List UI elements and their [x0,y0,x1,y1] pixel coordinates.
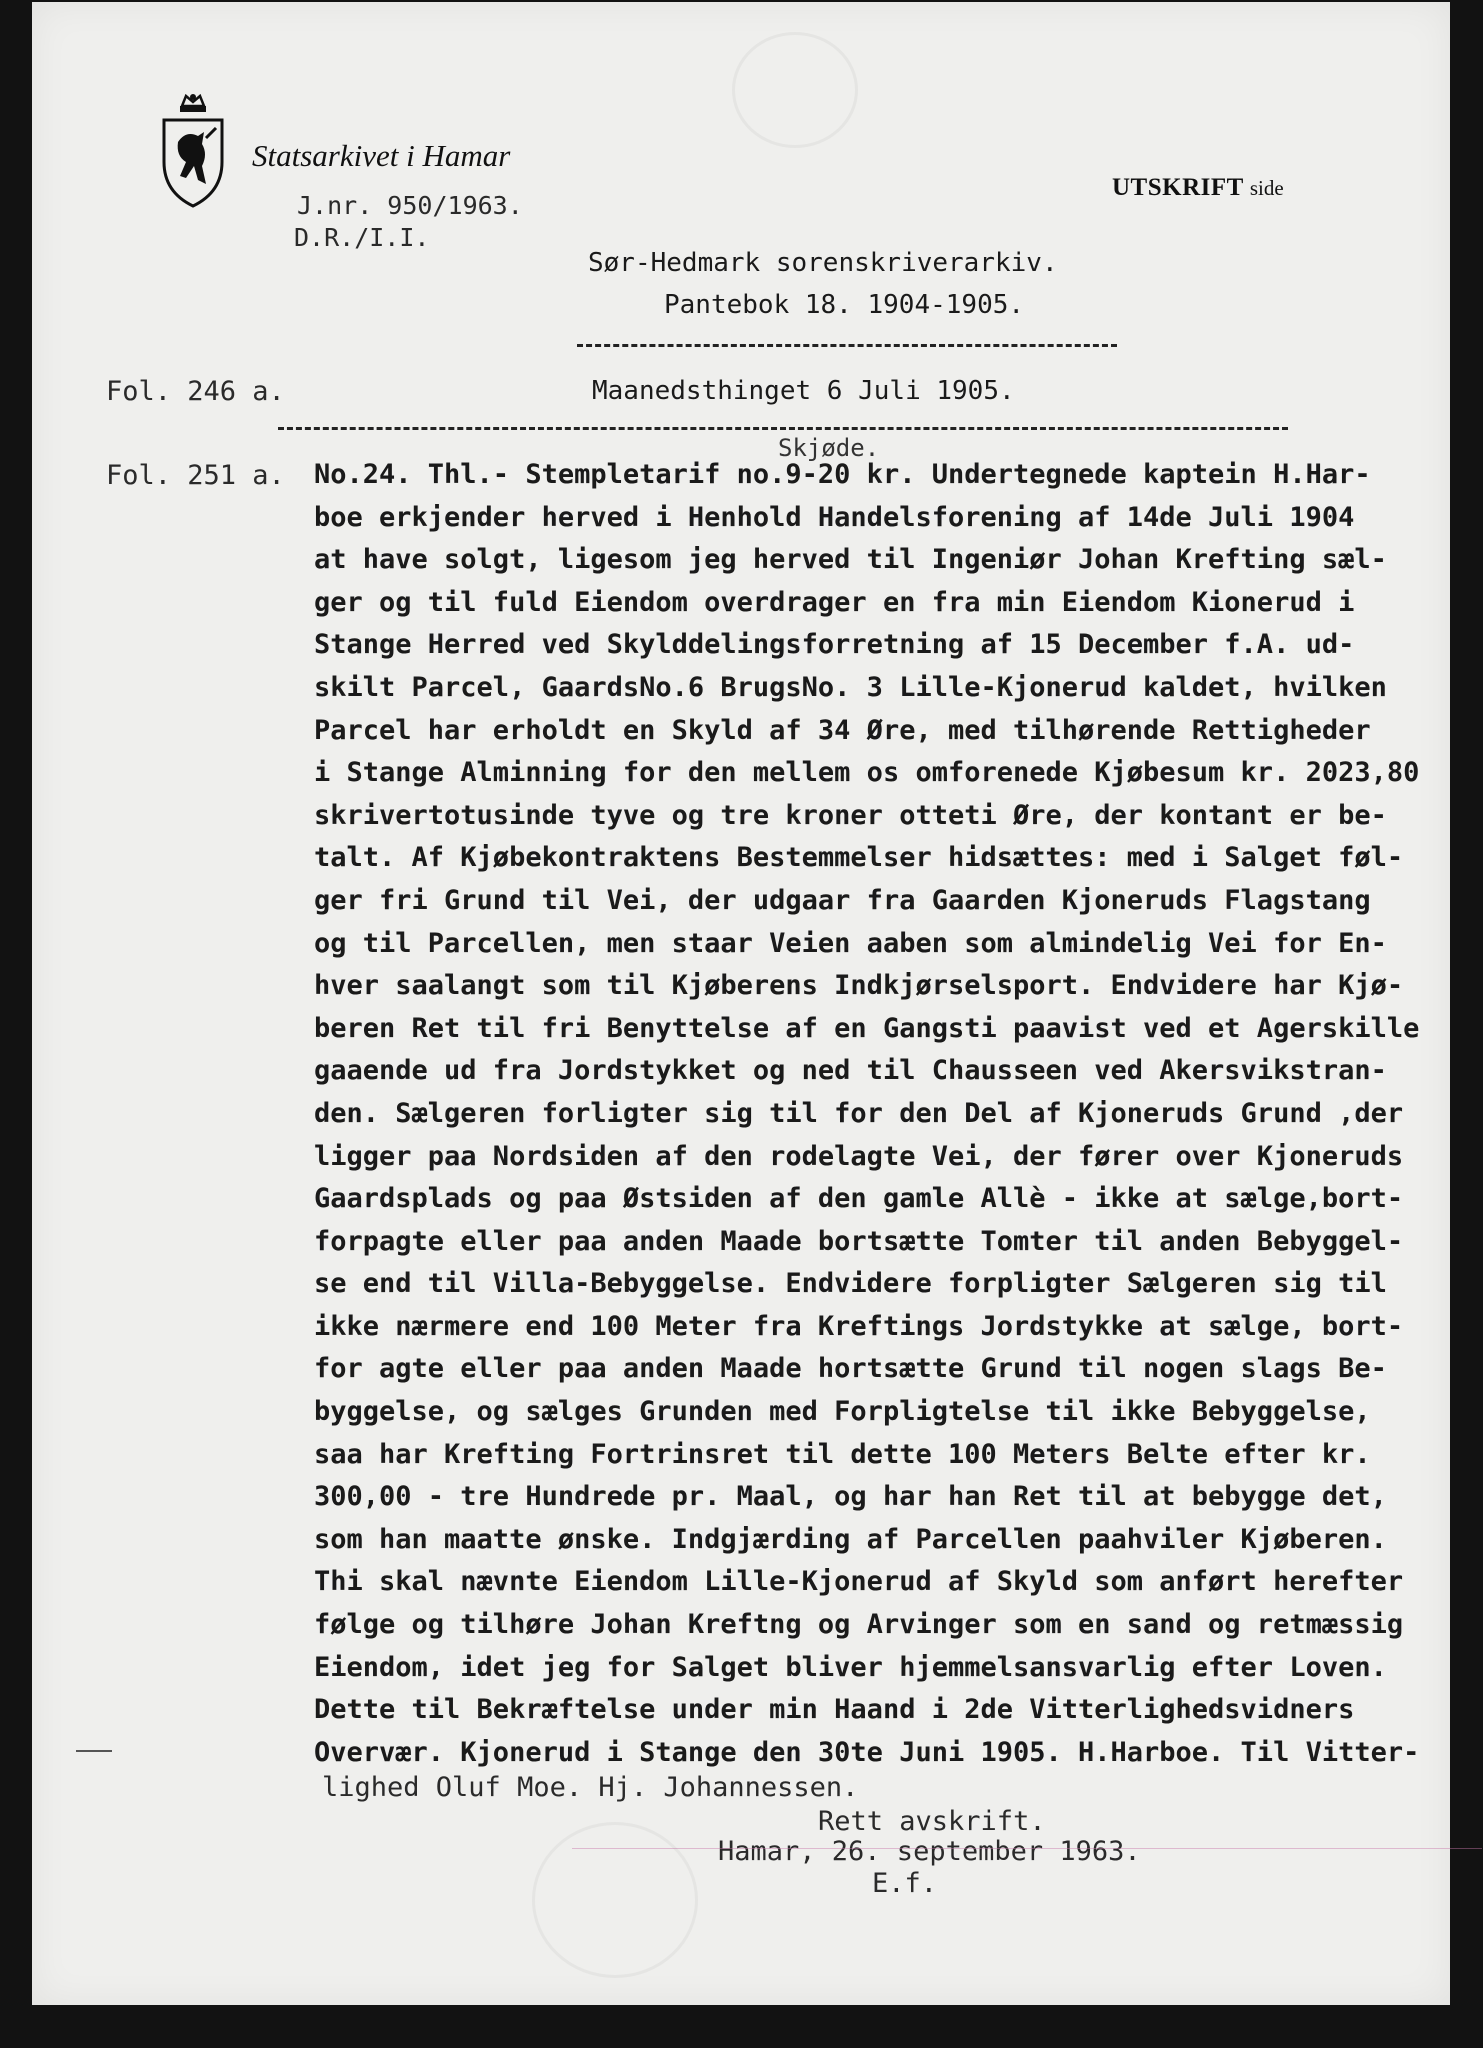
body-line: Stange Herred ved Skylddelingsforretning af 15 December f.A. ud- [314,629,1355,661]
journal-ref: D.R./I.I. [294,223,430,252]
register-title: Pantebok 18. 1904-1905. [664,290,1025,320]
body-line: ikke nærmere end 100 Meter fra Kreftings Jordstykke at sælge, bort- [314,1310,1404,1342]
heading-divider [577,344,1117,347]
side-label: side [1249,176,1284,200]
journal-number: J.nr. 950/1963. [297,191,523,220]
body-line: skrivertotusinde tyve og tre kroner otteti Øre, der kontant er be- [314,799,1387,831]
norwegian-coat-of-arms-icon [158,92,228,210]
body-line: byggelse, og sælges Grunden med Forpligtelse til ikke Bebyggelse, [314,1396,1371,1428]
margin-mark [76,1750,112,1752]
body-line: Overvær. Kjonerud i Stange den 30te Juni 1905. H.Harboe. Til Vitter- [314,1736,1420,1768]
body-line: ger og til fuld Eiendom overdrager en fra min Eiendom Kionerud i [314,586,1355,618]
body-line: talt. Af Kjøbekontraktens Bestemmelser hidsættes: med i Salget føl- [314,842,1404,874]
body-line: i Stange Alminning for den mellem os omforenede Kjøbesum kr. 2023,80 [314,757,1420,789]
body-line: ger fri Grund til Vei, der udgaar fra Gaarden Kjoneruds Flagstang [314,884,1371,916]
body-line: Dette til Bekræftelse under min Haand i 2de Vitterlighedsvidners [314,1694,1355,1726]
place-date: Hamar, 26. september 1963. [718,1836,1141,1867]
body-line: se end til Villa-Bebyggelse. Endvidere forpligter Sælgeren sig til [314,1268,1387,1300]
folio-second: Fol. 251 a. [106,460,285,491]
faint-stamp [732,32,858,148]
body-line: beren Ret til fri Benyttelse af en Gangsti paavist ved et Agerskille [314,1012,1420,1044]
session-title: Maanedsthinget 6 Juli 1905. [592,376,1015,406]
body-line: følge og tilhøre Johan Kreftng og Arvinger som en sand og retmæssig [314,1609,1404,1641]
body-line: Gaardsplads og paa Østsiden af den gamle Allè - ikke at sælge,bort- [314,1183,1404,1215]
body-line: den. Sælgeren forligter sig til for den Del af Kjoneruds Grund ,der [314,1097,1404,1129]
body-line: som han maatte ønske. Indgjærding af Parcellen paahviler Kjøberen. [314,1523,1387,1555]
utskrift-text: UTSKRIFT [1112,174,1244,201]
journal-reference [294,190,523,254]
certified-copy: Rett avskrift. [818,1806,1046,1837]
body-line: at have solgt, ligesom jeg herved til Ingeniør Johan Krefting sæl- [314,544,1387,576]
faint-stamp [532,1822,698,1978]
body-line: gaaende ud fra Jordstykket og ned til Chausseen ved Akersvikstran- [314,1055,1387,1087]
witness-line: lighed Oluf Moe. Hj. Johannessen. [322,1772,859,1803]
body-line: Eiendom, idet jeg for Salget bliver hjemmelsansvarlig efter Loven. [314,1651,1387,1683]
body-line: Thi skal nævnte Eiendom Lille-Kjonerud af Skyld som anført herefter [314,1566,1404,1598]
deed-label: Skjøde. [778,434,880,462]
body-line: og til Parcellen, men staar Veien aaben som almindelig Vei for En- [314,927,1387,959]
body-line: 300,00 - tre Hundrede pr. Maal, og har han Ret til at bebygge det, [314,1481,1387,1513]
body-line: No.24. Thl.- Stempletarif no.9-20 kr. Undertegnede kaptein H.Har- [314,459,1371,490]
archive-title: Sør-Hedmark sorenskriverarkiv. [588,248,1058,278]
body-line: for agte eller paa anden Maade hortsætte Grund til nogen slags Be- [314,1353,1387,1385]
body-line: forpagte eller paa anden Maade bortsætte Tomter til anden Bebyggel- [314,1225,1404,1257]
document-page [32,2,1450,2005]
body-line: hver saalangt som til Kjøberens Indkjørselsport. Endvidere har Kjø- [314,970,1404,1002]
body-line: saa har Krefting Fortrinsret til dette 100 Meters Belte efter kr. [314,1438,1371,1470]
section-divider [278,427,1288,430]
signature: E.f. [872,1868,938,1899]
folio-first: Fol. 246 a. [106,376,285,407]
body-line: ligger paa Nordsiden af den rodelagte Vei, der fører over Kjoneruds [314,1140,1404,1172]
deed-body [314,454,1474,1774]
utskrift-label [1112,174,1284,202]
body-line: boe erkjender herved i Henhold Handelsforening af 14de Juli 1904 [314,501,1355,533]
faint-rule [572,1848,1482,1849]
archive-name: Statsarkivet i Hamar [252,138,511,173]
body-line: skilt Parcel, GaardsNo.6 BrugsNo. 3 Lille-Kjonerud kaldet, hvilken [314,671,1387,703]
body-line: Parcel har erholdt en Skyld af 34 Øre, med tilhørende Rettigheder [314,714,1371,746]
